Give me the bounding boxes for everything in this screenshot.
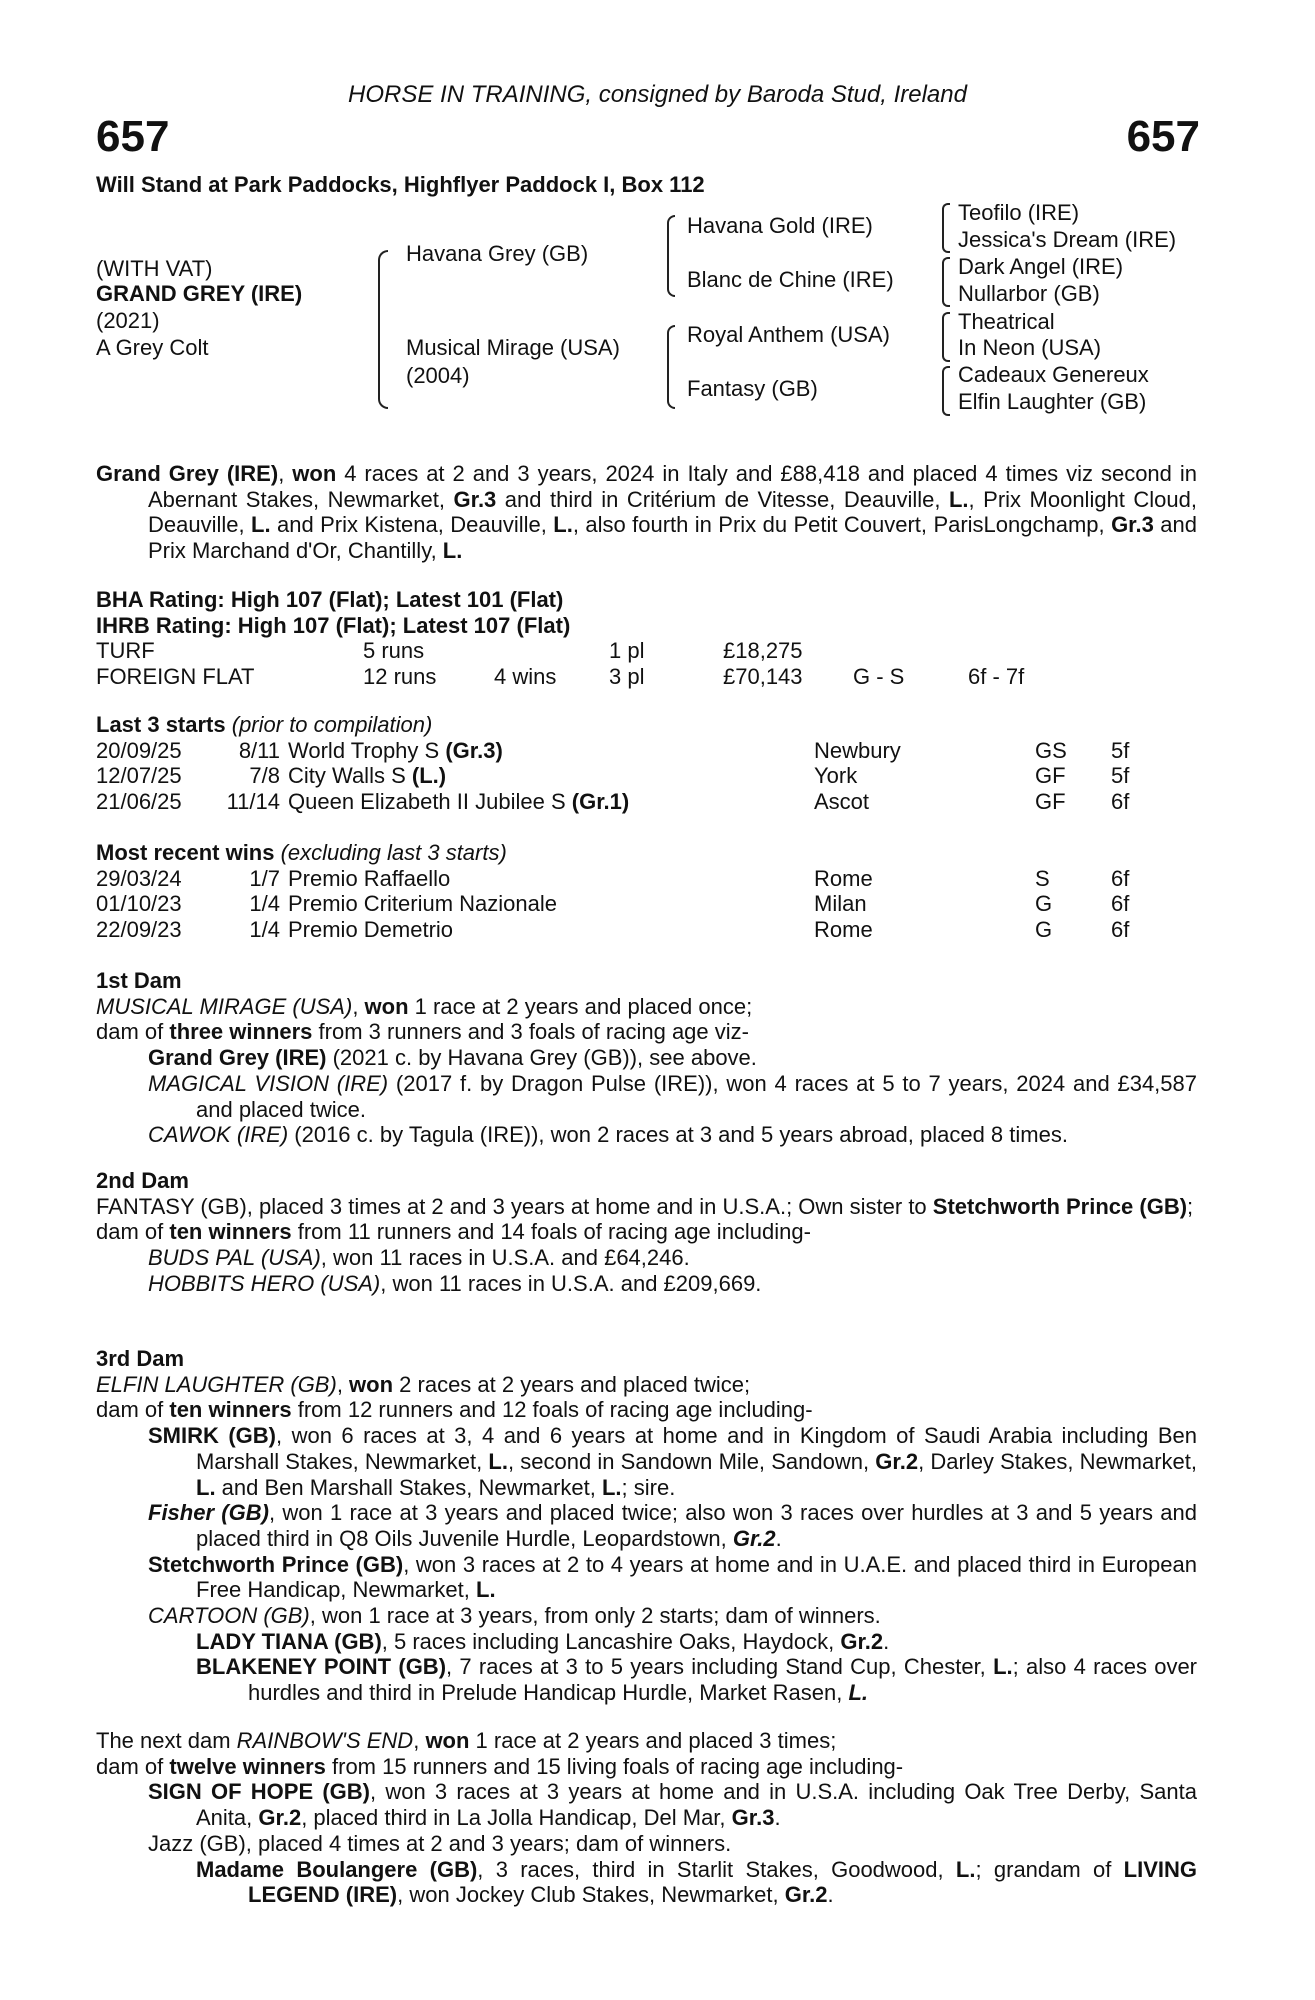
pedigree-brace <box>942 366 950 416</box>
first-dam <box>96 968 1197 1148</box>
text-run: ten winners <box>169 1219 292 1245</box>
text-run: ten winners <box>169 1397 292 1423</box>
dam-paragraphs <box>96 1728 1197 1908</box>
text-run: , <box>352 993 365 1019</box>
start-going: G <box>1035 917 1053 943</box>
text-paragraph <box>96 1071 1197 1122</box>
start-going: S <box>1035 865 1050 891</box>
pedigree-brace <box>942 257 950 307</box>
text-run: Gr.2 <box>875 1448 919 1474</box>
start-race <box>288 917 453 943</box>
great-grandparent: Nullarbor (GB) <box>958 281 1100 306</box>
text-paragraph <box>96 994 1197 1020</box>
text-run: Gr.3 <box>453 486 497 512</box>
text-paragraph <box>96 461 1197 564</box>
start-course: York <box>814 763 858 789</box>
great-grandparent: Elfin Laughter (GB) <box>958 389 1147 414</box>
text-run: , won 1 race at 3 years and placed twice; also won 3 races over hurdles at 3 and 5 years and placed third in Q8 Oils Juvenile Hurdle, Leopardstown, <box>196 1500 1197 1551</box>
start-date: 20/09/25 <box>96 737 182 763</box>
text-run: L. <box>848 1680 868 1706</box>
record-row <box>96 664 1197 690</box>
text-run: BUDS PAL (USA) <box>148 1245 321 1271</box>
horse-name: GRAND GREY (IRE) <box>96 281 303 306</box>
text-run: L. <box>955 1856 976 1882</box>
horse-description: A Grey Colt <box>96 335 209 360</box>
start-position: 1/4 <box>249 891 280 917</box>
section-title: Most recent wins <box>96 840 275 865</box>
text-paragraph <box>96 1831 1197 1857</box>
pedigree-brace <box>667 325 675 409</box>
text-paragraph <box>96 1754 1197 1780</box>
text-run: ELFIN LAUGHTER (GB) <box>96 1371 337 1397</box>
text-paragraph <box>96 1019 1197 1045</box>
text-run: (2017 f. by Dragon Pulse (IRE)), won 4 races at 5 to 7 years, 2024 and £34,587 and placed twice. <box>196 1070 1197 1122</box>
text-run: The next dam <box>96 1728 237 1753</box>
start-row <box>96 738 1197 764</box>
text-run: , won Jockey Club Stakes, Newmarket, <box>397 1882 785 1908</box>
text-run: L. <box>251 512 271 538</box>
text-run: . <box>883 1628 890 1654</box>
text-paragraph <box>96 1552 1197 1603</box>
race-name: Premio Demetrio <box>288 917 454 943</box>
record-runs: 5 runs <box>363 638 425 664</box>
text-run: Grand Grey (IRE) <box>96 461 279 486</box>
text-run: and Ben Marshall Stakes, Newmarket, <box>215 1474 602 1500</box>
text-run: from 12 runners and 12 foals of racing age including- <box>291 1397 813 1423</box>
text-run: L. <box>196 1474 216 1500</box>
start-dist: 6f <box>1111 917 1130 943</box>
race-grade: (Gr.3) <box>445 737 503 763</box>
text-run: MAGICAL VISION (IRE) <box>148 1070 389 1096</box>
start-race <box>288 738 503 764</box>
text-run: CARTOON (GB) <box>148 1603 310 1629</box>
text-run: , won 3 races at 3 years at home and in U.S.A. including Oak Tree Derby, Santa Anita, <box>196 1779 1197 1831</box>
record-going: G - S <box>853 664 905 690</box>
text-paragraph <box>96 1654 1197 1705</box>
start-row <box>96 789 1197 815</box>
start-race <box>288 866 450 892</box>
record-prize: £70,143 <box>723 664 803 690</box>
record-row <box>96 638 1197 664</box>
section-title: 3rd Dam <box>96 1346 185 1371</box>
text-run: FANTASY (GB), placed 3 times at 2 and 3 years at home and in U.S.A.; Own sister to <box>96 1193 933 1219</box>
start-date: 22/09/23 <box>96 917 182 943</box>
text-paragraph <box>96 1500 1197 1551</box>
text-run: . <box>775 1525 782 1551</box>
pedigree-brace <box>378 250 388 409</box>
record-type: FOREIGN FLAT <box>96 664 255 690</box>
text-run: Gr.2 <box>784 1882 828 1908</box>
start-date: 29/03/24 <box>96 865 182 891</box>
start-date: 01/10/23 <box>96 891 182 917</box>
text-run: CAWOK (IRE) <box>148 1122 289 1148</box>
text-run: SIGN OF HOPE (GB) <box>148 1779 370 1805</box>
text-run: ; <box>1187 1193 1194 1219</box>
text-run: L. <box>442 538 463 564</box>
starts-table <box>96 738 1197 815</box>
text-run: and Prix Marchand d'Or, Chantilly, <box>148 512 1197 564</box>
start-going: GF <box>1035 763 1066 789</box>
text-run: three winners <box>169 1019 313 1045</box>
second-dam <box>96 1168 1197 1297</box>
dam: Musical Mirage (USA) <box>406 335 620 360</box>
text-run: dam of <box>96 1753 170 1779</box>
section-note: (prior to compilation) <box>231 712 433 737</box>
text-run: , placed third in La Jolla Handicap, Del Mar, <box>301 1805 732 1831</box>
text-run: Fisher (GB) <box>148 1500 269 1526</box>
text-run: LADY TIANA (GB) <box>196 1628 382 1654</box>
text-run: won <box>349 1371 394 1397</box>
text-run: ; also 4 races over hurdles and third in Prelude Handicap Hurdle, Market Rasen, <box>248 1654 1198 1706</box>
text-run: won <box>425 1728 470 1753</box>
text-run: 4 races at 2 and 3 years, 2024 in Italy and £88,418 and placed 4 times viz second in Abernant Stakes, Newmarket, <box>148 461 1197 512</box>
start-row <box>96 763 1197 789</box>
text-run: , 5 races including Lancashire Oaks, Haydock, <box>381 1628 841 1654</box>
text-run: Gr.2 <box>732 1525 776 1551</box>
next-dam <box>96 1728 1197 1908</box>
text-paragraph <box>96 1122 1197 1148</box>
dam-paragraphs <box>96 1194 1197 1297</box>
text-paragraph <box>96 1194 1197 1220</box>
text-run: , won 1 race at 3 years, from only 2 starts; dam of winners. <box>309 1603 881 1629</box>
dam-year: (2004) <box>406 363 470 388</box>
text-run: HOBBITS HERO (USA) <box>148 1270 381 1296</box>
record-prize: £18,275 <box>723 638 803 664</box>
grandparent: Fantasy (GB) <box>687 376 818 401</box>
start-going: GS <box>1035 737 1067 763</box>
text-run: ; sire. <box>621 1474 676 1500</box>
start-course: Newbury <box>814 737 901 763</box>
text-run: L. <box>488 1448 508 1474</box>
text-paragraph <box>96 1372 1197 1398</box>
vat-note: (WITH VAT) <box>96 256 213 281</box>
text-run: , won 6 races at 3, 4 and 6 years at home and in Kingdom of Saudi Arabia including Ben Marshall Stakes, Newmarket, <box>196 1423 1198 1474</box>
sire: Havana Grey (GB) <box>406 241 589 266</box>
text-run: , 7 races at 3 to 5 years including Stand Cup, Chester, <box>446 1654 994 1680</box>
text-run: Gr.2 <box>840 1628 884 1654</box>
text-run: L. <box>948 486 969 512</box>
start-course: Rome <box>814 865 873 891</box>
text-run: Gr.2 <box>258 1805 302 1831</box>
great-grandparent: Cadeaux Genereux <box>958 362 1149 387</box>
stand-location: Will Stand at Park Paddocks, Highflyer Paddock I, Box 112 <box>96 172 705 197</box>
text-run: Stetchworth Prince (GB) <box>932 1193 1188 1219</box>
lot-number-left: 657 <box>96 112 170 161</box>
text-run: , <box>336 1371 350 1397</box>
text-run: LIVING LEGEND (IRE) <box>248 1856 1197 1908</box>
start-race <box>288 763 446 789</box>
great-grandparent: Dark Angel (IRE) <box>958 254 1124 279</box>
start-going: G <box>1035 891 1053 917</box>
record-dist: 6f - 7f <box>968 664 1025 690</box>
text-paragraph <box>96 1423 1197 1500</box>
start-date: 21/06/25 <box>96 789 182 815</box>
wins-table <box>96 866 1197 943</box>
start-going: GF <box>1035 789 1066 815</box>
last-3-starts <box>96 712 1197 815</box>
race-name: Queen Elizabeth II Jubilee S <box>288 789 566 815</box>
text-run: . <box>774 1805 781 1831</box>
most-recent-wins <box>96 840 1197 943</box>
text-run: L. <box>993 1654 1013 1680</box>
race-name: World Trophy S <box>288 737 440 763</box>
lot-number-right: 657 <box>1126 112 1200 161</box>
text-paragraph <box>96 1629 1197 1655</box>
great-grandparent: Theatrical <box>958 309 1055 334</box>
text-run: won <box>364 993 409 1019</box>
grandparent: Royal Anthem (USA) <box>687 322 890 347</box>
start-position: 1/4 <box>249 917 280 943</box>
text-run: and third in Critérium de Vitesse, Deauville, <box>496 486 949 512</box>
great-grandparent: Jessica's Dream (IRE) <box>958 227 1177 252</box>
text-run: dam of <box>96 1219 170 1245</box>
text-run: dam of <box>96 1019 170 1045</box>
section-title: 1st Dam <box>96 968 182 993</box>
record-pl: 3 pl <box>609 664 645 690</box>
text-run: L. <box>476 1577 496 1603</box>
text-paragraph <box>96 1045 1197 1071</box>
bha-rating: BHA Rating: High 107 (Flat); Latest 101 (Flat) <box>96 587 564 612</box>
text-run: twelve winners <box>169 1753 326 1779</box>
text-run: (2021 c. by Havana Grey (GB)), see above. <box>326 1045 757 1071</box>
text-run: , second in Sandown Mile, Sandown, <box>507 1448 876 1474</box>
text-run: , <box>413 1728 426 1753</box>
text-run: , also fourth in Prix du Petit Couvert, ParisLongchamp, <box>572 512 1112 538</box>
record-runs: 12 runs <box>363 664 437 690</box>
text-run: , 3 races, third in Starlit Stakes, Goodwood, <box>477 1856 956 1882</box>
text-paragraph <box>96 1245 1197 1271</box>
text-run: L. <box>601 1474 622 1500</box>
start-course: Milan <box>814 891 867 917</box>
record-pl: 1 pl <box>609 638 645 664</box>
third-dam <box>96 1346 1197 1706</box>
race-name: Premio Raffaello <box>288 865 451 891</box>
start-row <box>96 917 1197 943</box>
start-dist: 5f <box>1111 737 1130 763</box>
text-paragraph <box>96 1857 1197 1908</box>
text-run: , won 11 races in U.S.A. and £64,246. <box>320 1245 690 1271</box>
horse-year: (2021) <box>96 308 160 333</box>
text-run: Gr.3 <box>731 1805 775 1831</box>
text-run: Stetchworth Prince (GB) <box>148 1551 404 1577</box>
great-grandparent: In Neon (USA) <box>958 335 1102 360</box>
pedigree-brace <box>942 203 950 253</box>
start-date: 12/07/25 <box>96 763 182 789</box>
start-course: Ascot <box>814 789 870 815</box>
start-race <box>288 789 629 815</box>
race-name: Premio Criterium Nazionale <box>288 891 557 917</box>
catalogue-header: HORSE IN TRAINING, consigned by Baroda Stud, Ireland <box>348 81 967 108</box>
start-position: 7/8 <box>249 763 280 789</box>
text-run: from 15 runners and 15 living foals of racing age including- <box>325 1753 904 1779</box>
start-dist: 5f <box>1111 763 1130 789</box>
start-dist: 6f <box>1111 789 1130 815</box>
dam-paragraphs <box>96 1372 1197 1706</box>
text-run: from 11 runners and 14 foals of racing age including- <box>291 1219 811 1245</box>
start-position: 1/7 <box>249 865 280 891</box>
text-run: dam of <box>96 1397 170 1423</box>
text-run: Madame Boulangere (GB) <box>196 1856 478 1882</box>
ihrb-rating: IHRB Rating: High 107 (Flat); Latest 107 (Flat) <box>96 612 571 638</box>
text-paragraph <box>96 1603 1197 1629</box>
text-run: ; grandam of <box>975 1856 1124 1882</box>
start-race <box>288 891 557 917</box>
start-row <box>96 891 1197 917</box>
text-run: from 3 runners and 3 foals of racing age viz- <box>312 1019 749 1045</box>
section-title: 2nd Dam <box>96 1168 189 1193</box>
start-position: 11/14 <box>226 789 280 815</box>
text-paragraph <box>96 1779 1197 1830</box>
start-dist: 6f <box>1111 865 1130 891</box>
text-run: (2016 c. by Tagula (IRE)), won 2 races at 3 and 5 years abroad, placed 8 times. <box>288 1122 1068 1148</box>
ratings-section <box>96 587 1197 690</box>
start-row <box>96 866 1197 892</box>
text-run: 2 races at 2 years and placed twice; <box>393 1371 751 1397</box>
start-dist: 6f <box>1111 891 1130 917</box>
text-run: 1 race at 2 years and placed once; <box>408 993 753 1019</box>
record-type: TURF <box>96 638 155 664</box>
text-run: Gr.3 <box>1111 512 1154 538</box>
text-run: , won 3 races at 2 to 4 years at home and in U.A.E. and placed third in European Free Handicap, Newmarket, <box>196 1551 1198 1603</box>
text-paragraph <box>96 1728 1197 1754</box>
text-run: , won 11 races in U.S.A. and £209,669. <box>380 1270 762 1296</box>
text-run: Jazz (GB), placed 4 times at 2 and 3 years; dam of winners. <box>148 1830 732 1856</box>
race-name: City Walls S <box>288 763 406 789</box>
race-grade: (Gr.1) <box>571 789 630 815</box>
grandparent: Havana Gold (IRE) <box>687 213 873 238</box>
dam-paragraphs <box>96 994 1197 1148</box>
start-course: Rome <box>814 917 873 943</box>
text-run: RAINBOW'S END <box>236 1728 414 1753</box>
text-run: MUSICAL MIRAGE (USA) <box>96 993 353 1019</box>
race-record-table <box>96 638 1197 689</box>
text-paragraph <box>96 1397 1197 1423</box>
text-run: , Prix Moonlight Cloud, Deauville, <box>148 486 1197 538</box>
record-wins: 4 wins <box>494 664 557 690</box>
text-run: Grand Grey (IRE) <box>148 1045 327 1071</box>
text-run: . <box>827 1882 834 1908</box>
text-paragraph <box>96 1271 1197 1297</box>
text-run: SMIRK (GB) <box>148 1423 277 1449</box>
text-run: 1 race at 2 years and placed 3 times; <box>469 1728 837 1753</box>
race-grade: (L.) <box>411 763 447 789</box>
section-note: (excluding last 3 starts) <box>280 840 507 865</box>
text-run: L. <box>553 512 573 538</box>
text-paragraph <box>96 1219 1197 1245</box>
text-run: , Darley Stakes, Newmarket, <box>918 1448 1198 1474</box>
text-run: won <box>292 461 337 486</box>
start-position: 8/11 <box>238 737 280 763</box>
grandparent: Blanc de Chine (IRE) <box>687 267 894 292</box>
text-run: BLAKENEY POINT (GB) <box>196 1654 447 1680</box>
pedigree-brace <box>667 215 675 297</box>
text-run: and Prix Kistena, Deauville, <box>270 512 554 538</box>
pedigree-brace <box>942 312 950 362</box>
great-grandparent: Teofilo (IRE) <box>958 200 1080 225</box>
section-title: Last 3 starts <box>96 712 226 737</box>
text-run: , <box>278 461 293 486</box>
race-summary <box>96 461 1197 564</box>
